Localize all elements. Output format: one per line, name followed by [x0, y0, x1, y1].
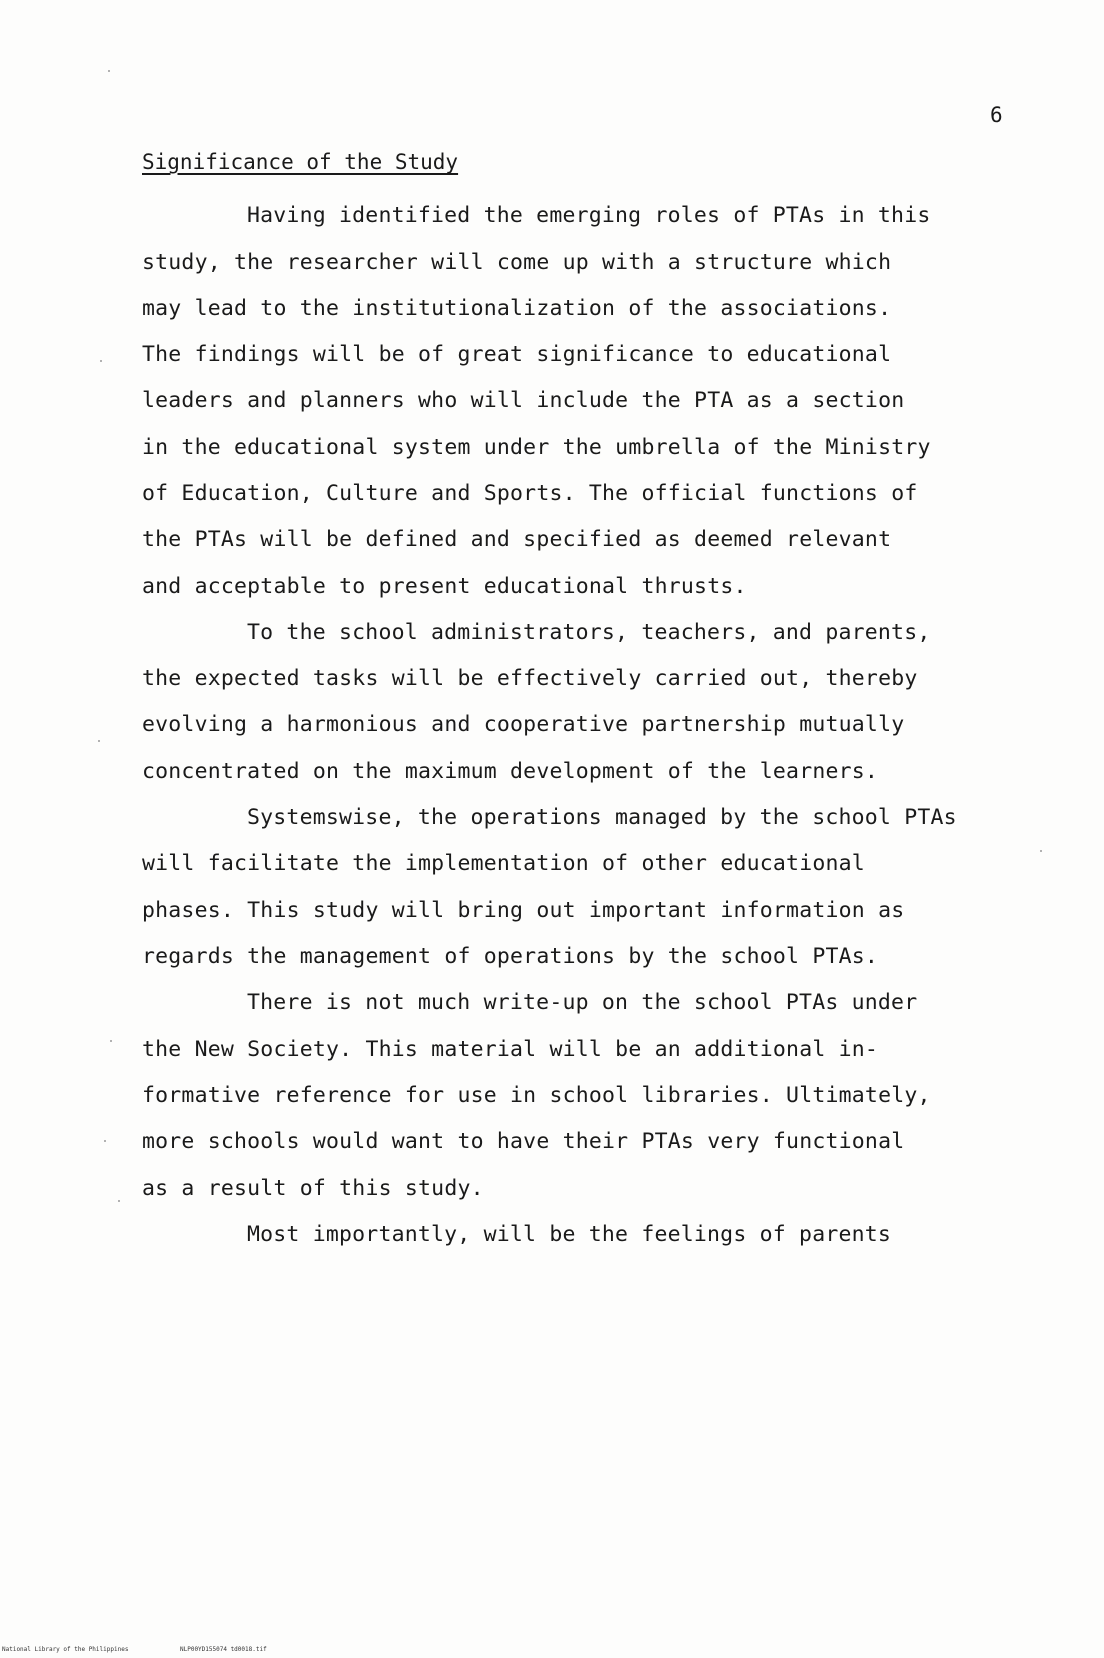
- body-line: leaders and planners who will include the PTA as a section: [142, 388, 905, 413]
- body-line: more schools would want to have their PTAs very functional: [142, 1129, 905, 1154]
- scan-speck: [98, 740, 100, 742]
- section-heading: Significance of the Study: [142, 150, 459, 174]
- body-line: may lead to the institutionalization of the associations.: [142, 296, 892, 321]
- body-line: concentrated on the maximum development of the learners.: [142, 759, 879, 784]
- scan-speck: [118, 1200, 120, 1202]
- body-line: evolving a harmonious and cooperative partnership mutually: [142, 712, 905, 737]
- page-number: 6: [990, 103, 1003, 127]
- body-line: study, the researcher will come up with a structure which: [142, 250, 892, 275]
- footer-library-label: National Library of the Philippines: [2, 1646, 129, 1653]
- body-line: formative reference for use in school libraries. Ultimately,: [142, 1083, 931, 1108]
- body-line: and acceptable to present educational thrusts.: [142, 574, 747, 599]
- scan-speck: [108, 70, 110, 72]
- body-line: To the school administrators, teachers, and parents,: [247, 620, 931, 645]
- body-line: the New Society. This material will be an additional in-: [142, 1037, 879, 1062]
- body-line: Most importantly, will be the feelings of parents: [247, 1222, 892, 1247]
- scan-speck: [1040, 850, 1042, 852]
- body-line: the expected tasks will be effectively carried out, thereby: [142, 666, 918, 691]
- scan-speck: [100, 360, 102, 362]
- body-line: of Education, Culture and Sports. The official functions of: [142, 481, 918, 506]
- body-line: Having identified the emerging roles of PTAs in this: [247, 203, 931, 228]
- scan-speck: [104, 1140, 106, 1142]
- body-line: as a result of this study.: [142, 1176, 484, 1201]
- scan-speck: [110, 1040, 112, 1042]
- body-line: Systemswise, the operations managed by the school PTAs: [247, 805, 957, 830]
- body-line: regards the management of operations by the school PTAs.: [142, 944, 879, 969]
- body-line: in the educational system under the umbrella of the Ministry: [142, 435, 931, 460]
- body-line: There is not much write-up on the school PTAs under: [247, 990, 918, 1015]
- body-line: will facilitate the implementation of other educational: [142, 851, 865, 876]
- footer-file-id: NLP00YD155074 td0018.tif: [180, 1646, 267, 1653]
- body-line: The findings will be of great significance to educational: [142, 342, 892, 367]
- body-line: phases. This study will bring out important information as: [142, 898, 905, 923]
- body-line: the PTAs will be defined and specified as deemed relevant: [142, 527, 892, 552]
